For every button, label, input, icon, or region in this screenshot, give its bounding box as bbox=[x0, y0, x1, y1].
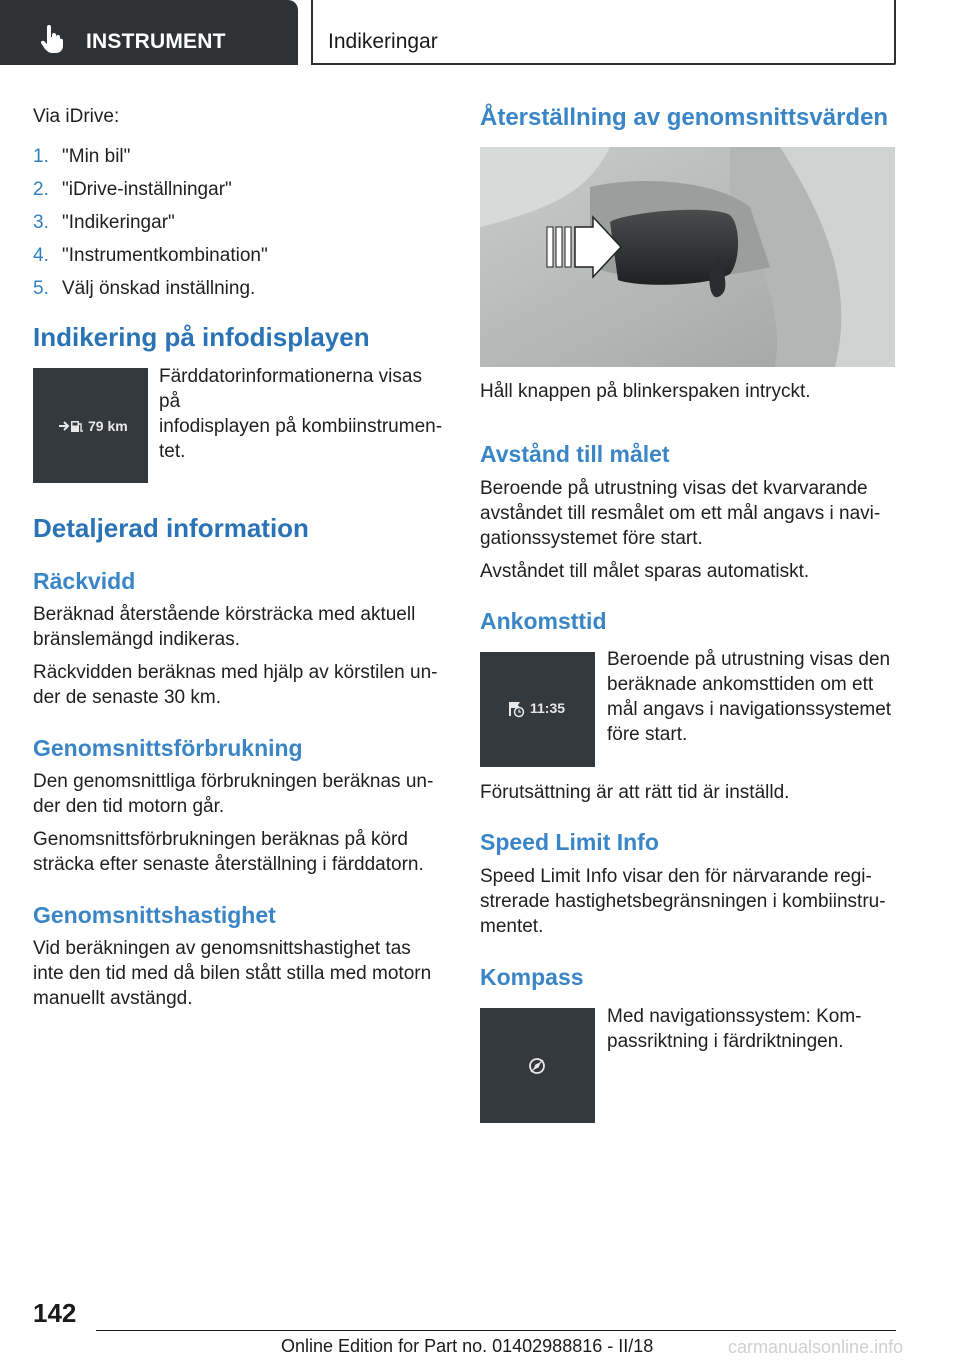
compass-heading: Kompass bbox=[480, 964, 584, 990]
detail-heading: Detaljerad information bbox=[33, 513, 309, 543]
flag-clock-icon bbox=[507, 700, 525, 718]
text-line: Räckvidden beräknas med hjälp av körstilen un- bbox=[33, 662, 438, 683]
text-line: Vid beräkningen av genomsnittshastighet tas bbox=[33, 938, 411, 959]
arrival-heading: Ankomsttid bbox=[480, 608, 607, 634]
text-line: Med navigationssystem: Kom- bbox=[607, 1006, 862, 1027]
turn-signal-stalk-photo bbox=[480, 147, 895, 367]
compass-text bbox=[607, 1004, 862, 1054]
text-line: infodisplayen på kombiinstrumen- bbox=[159, 416, 443, 437]
pointing-hand-icon bbox=[40, 25, 64, 53]
info-display-heading: Indikering på infodisplayen bbox=[33, 322, 370, 352]
text-line: Beroende på utrustning visas den bbox=[607, 649, 891, 670]
text-line: der den tid motorn går. bbox=[33, 796, 225, 817]
text-line: passriktning i färdriktningen. bbox=[607, 1031, 844, 1052]
speed-limit-paragraph bbox=[480, 864, 886, 939]
step-text: Välj önskad inställning. bbox=[62, 278, 256, 299]
text-line: sträcka efter senaste återställning i färddatorn. bbox=[33, 854, 424, 875]
text-line: Färddatorinformationerna visas på bbox=[159, 366, 422, 412]
text-line: gationssystemet före start. bbox=[480, 528, 703, 549]
step-text: "iDrive-inställningar" bbox=[62, 179, 232, 200]
text-line: Genomsnittsförbrukningen beräknas på körd bbox=[33, 829, 408, 850]
header-chapter-label: Indikeringar bbox=[328, 30, 438, 53]
compass-display-image bbox=[480, 1008, 595, 1123]
footer-watermark: carmanualsonline.info bbox=[728, 1337, 904, 1357]
step-number: 5. bbox=[33, 278, 49, 299]
text-line: avståndet till resmålet om ett mål angavs i navi- bbox=[480, 503, 881, 524]
distance-paragraph bbox=[480, 476, 880, 551]
arrival-display-image bbox=[480, 652, 595, 767]
text-line: beräknade ankomsttiden om ett bbox=[607, 674, 874, 695]
step-number: 4. bbox=[33, 245, 49, 266]
step-number: 2. bbox=[33, 179, 49, 200]
reset-caption: Håll knappen på blinkerspaken intryckt. bbox=[480, 381, 811, 402]
range-display-value: 79 km bbox=[88, 418, 128, 434]
step-text: "Indikeringar" bbox=[62, 212, 175, 233]
consumption-paragraph bbox=[33, 827, 424, 877]
average-speed-paragraph bbox=[33, 936, 431, 1011]
step-number: 3. bbox=[33, 212, 49, 233]
info-display-text bbox=[159, 364, 448, 464]
range-display-image bbox=[33, 368, 148, 483]
distance-heading: Avstånd till målet bbox=[480, 441, 670, 467]
text-line: bränslemängd indikeras. bbox=[33, 629, 241, 650]
footer-divider bbox=[96, 1330, 896, 1331]
step-text: "Min bil" bbox=[62, 146, 131, 167]
text-line: Den genomsnittliga förbrukningen beräknas un- bbox=[33, 771, 434, 792]
header-chapter-tab bbox=[311, 0, 896, 65]
text-line: Avståndet till målet sparas automatiskt. bbox=[480, 561, 810, 582]
header-section-tab bbox=[0, 0, 298, 65]
step-text: "Instrumentkombination" bbox=[62, 245, 268, 266]
header-section-label: INSTRUMENT bbox=[86, 30, 226, 53]
text-line: mål angavs i navigationssystemet bbox=[607, 699, 892, 720]
arrival-text bbox=[607, 647, 891, 747]
fuel-range-icon bbox=[58, 419, 84, 433]
text-line: manuellt avstängd. bbox=[33, 988, 193, 1009]
text-line: strerade hastighetsbegränsningen i kombiinstru- bbox=[480, 891, 886, 912]
stalk-illustration bbox=[480, 147, 895, 367]
text-line: Beroende på utrustning visas det kvarvarande bbox=[480, 478, 868, 499]
consumption-paragraph bbox=[33, 769, 433, 819]
arrival-display-value: 11:35 bbox=[530, 700, 566, 716]
average-speed-heading: Genomsnittshastighet bbox=[33, 902, 276, 928]
speed-limit-heading: Speed Limit Info bbox=[480, 829, 659, 855]
reset-heading: Återställning av genomsnittsvärden bbox=[480, 104, 889, 131]
arrival-note: Förutsättning är att rätt tid är inställd. bbox=[480, 782, 790, 803]
range-paragraph bbox=[33, 660, 438, 710]
via-idrive-label: Via iDrive: bbox=[33, 106, 120, 127]
text-line: före start. bbox=[607, 724, 688, 745]
range-heading: Räckvidd bbox=[33, 568, 136, 594]
text-line: inte den tid med då bilen stått stilla med motorn bbox=[33, 963, 432, 984]
page-number: 142 bbox=[33, 1298, 77, 1328]
text-line: Speed Limit Info visar den för närvarande regi- bbox=[480, 866, 872, 887]
footer-edition: Online Edition for Part no. 01402988816 - II/18 bbox=[281, 1336, 654, 1356]
range-paragraph bbox=[33, 602, 415, 652]
compass-icon bbox=[528, 1057, 546, 1075]
text-line: mentet. bbox=[480, 916, 544, 937]
distance-paragraph bbox=[480, 559, 809, 584]
text-line: tet. bbox=[159, 441, 186, 462]
consumption-heading: Genomsnittsförbrukning bbox=[33, 735, 303, 761]
step-number: 1. bbox=[33, 146, 49, 167]
text-line: der de senaste 30 km. bbox=[33, 687, 221, 708]
text-line: Beräknad återstående körsträcka med aktuell bbox=[33, 604, 416, 625]
